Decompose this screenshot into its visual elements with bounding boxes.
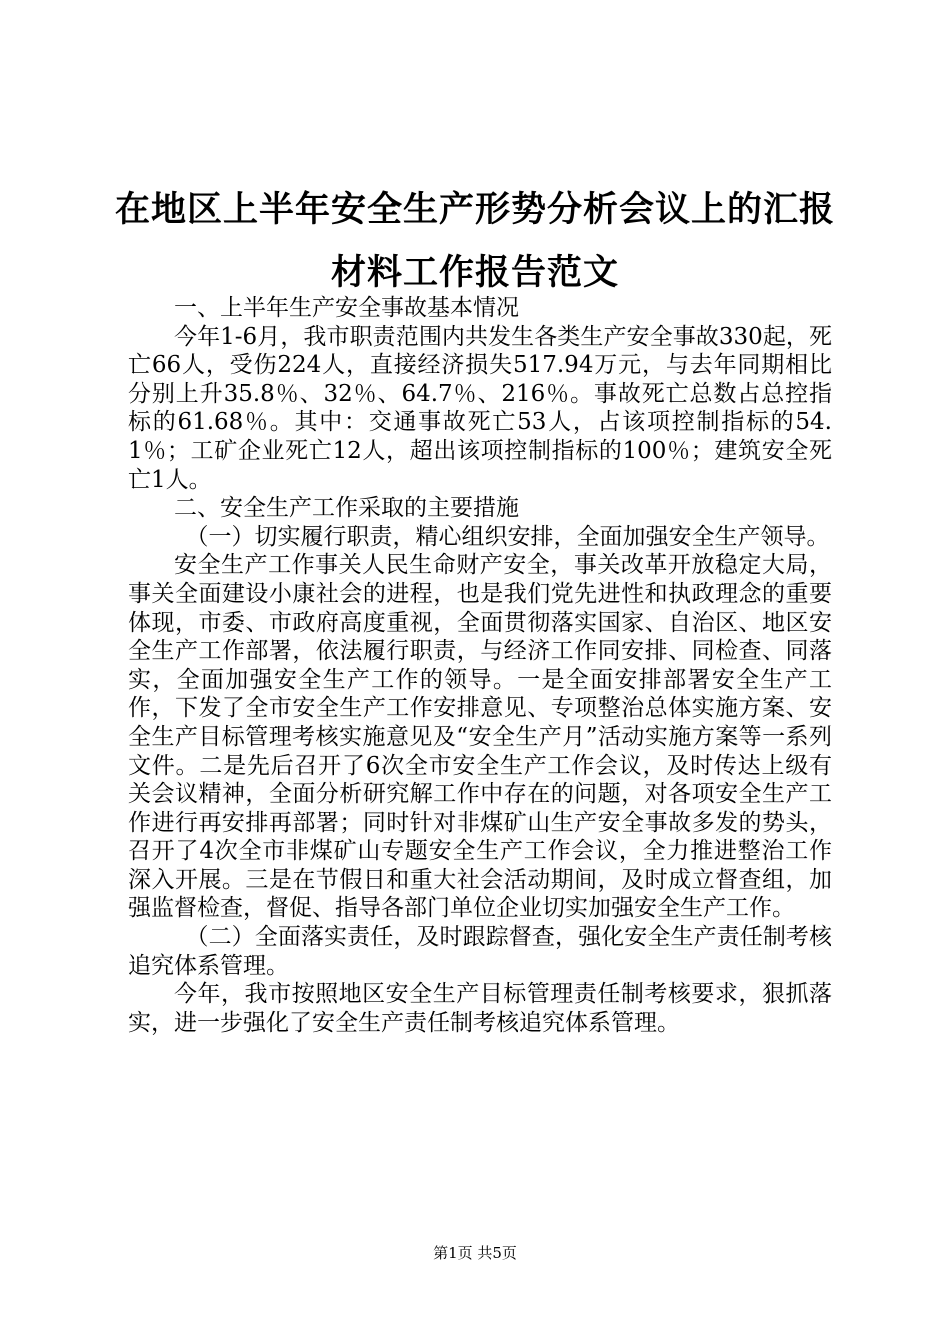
page-footer: 第1页 共5页	[433, 1244, 517, 1262]
subsection-heading-2: （二）全面落实责任，及时跟踪督查，强化安全生产责任制考核追究体系管理。	[128, 924, 832, 979]
title-line-1: 在地区上半年安全生产形势分析会议上的汇报	[114, 189, 835, 230]
paragraph-measures: 安全生产工作事关人民生命财产安全，事关改革开放稳定大局，事关全面建设小康社会的进程，也是我们党先进性和执政理念的重要体现，市委、市政府高度重视，全面贯彻落实国家、自治区、地区安全生产工作部署，依法履行职责，与经济工作同安排、同检查、同落实，全面加强安全生产工作的领导。一是全面安排部署安全生产工作，下发了全市安全生产工作安排意见、专项整治总体实施方案、安全生产目标管理考核实施意见及“安全生产月”活动实施方案等一系列文件。二是先后召开了6次全市安全生产工作会议，及时传达上级有关会议精神，全面分析研究解工作中存在的问题，对各项安全生产工作进行再安排再部署；同时针对非煤矿山生产安全事故多发的势头，召开了4次全市非煤矿山专题安全生产工作会议，全力推进整治工作深入开展。三是在节假日和重大社会活动期间，及时成立督查组，加强监督检查，督促、指导各部门单位企业切实加强安全生产工作。	[128, 552, 832, 922]
section-heading-1: 一、上半年生产安全事故基本情况	[174, 295, 519, 321]
title-line-2: 材料工作报告范文	[330, 252, 619, 293]
section-heading-2: 二、安全生产工作采取的主要措施	[174, 495, 519, 522]
paragraph-accident-statistics: 今年1-6月，我市职责范围内共发生各类生产安全事故330起，死亡66人，受伤224人，直接经济损失517.94万元，与去年同期相比分别上升35.8％、32％、64.7％、216％。事故死亡总数占总控指标的61.68％。其中：交通事故死亡53人，占该项控制指标的54.1％；工矿企业死亡12人，超出该项控制指标的100％；建筑安全死亡1人。	[128, 323, 832, 493]
paragraph-responsibility: 今年，我市按照地区安全生产目标管理责任制考核要求，狠抓落实，进一步强化了安全生产责任制考核追究体系管理。	[128, 981, 832, 1036]
subsection-heading-1: （一）切实履行职责，精心组织安排，全面加强安全生产领导。	[185, 523, 830, 550]
document-title	[110, 178, 840, 304]
document-body	[128, 294, 832, 1037]
